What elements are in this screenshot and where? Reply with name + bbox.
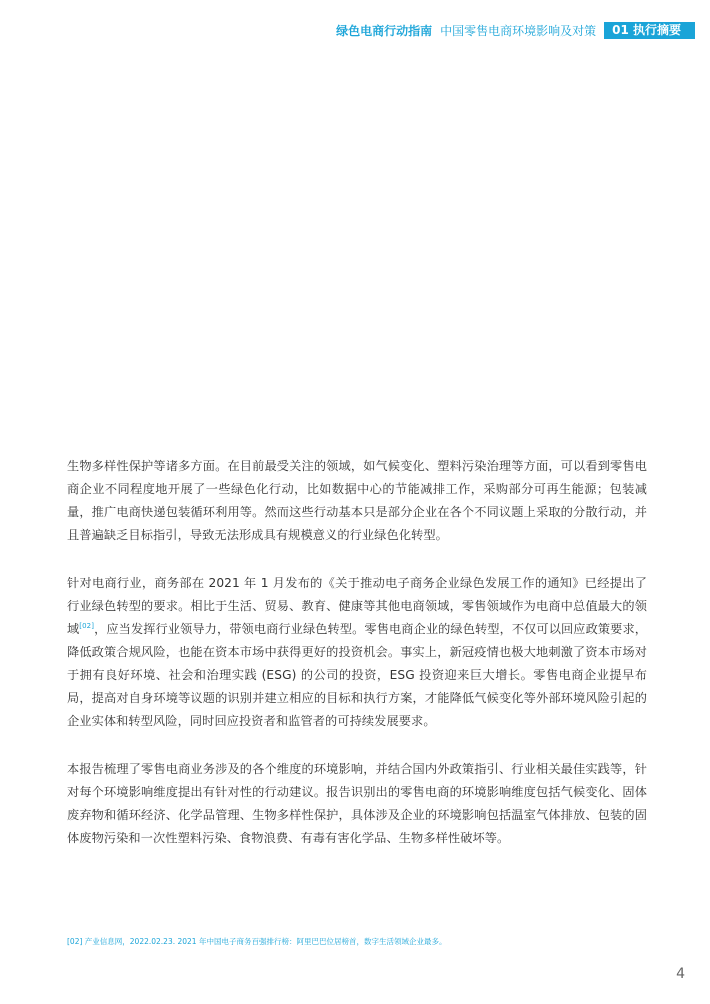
page-number: 4 xyxy=(676,966,685,982)
report-title: 绿色电商行动指南 xyxy=(336,24,433,38)
report-subtitle: 中国零售电商环境影响及对策 xyxy=(440,24,597,38)
section-badge: 01 执行摘要 xyxy=(604,22,695,39)
paragraph-2-text-b: ，应当发挥行业领导力，带领电商行业绿色转型。零售电商企业的绿色转型，不仅可以回应政策要求，降低政策合规风险，也能在资本市场中获得更好的投资机会。事实上，新冠疫情也极大地刺激了资本市场对于拥有良好环境、社会和治理实践 (ESG) 的公司的投资，ESG 投资迎来巨大增长。零售电商企业提早布局，提高对自身环境等议题的识别并建立相应的目标和执行方案，才能降低气候变化等外部环境风险引起的企业实体和转型风险，同时回应投资者和监管者的可持续发展要求。 xyxy=(67,622,648,728)
paragraph-2-text-a: 针对电商行业，商务部在 2021 年 1 月发布的《关于推动电子商务企业绿色发展工作的通知》已经提出了行业绿色转型的要求。相比于生活、贸易、教育、健康等其他电商领域，零售领域作为电商中总值最大的领域 xyxy=(67,576,647,636)
paragraph-3: 本报告梳理了零售电商业务涉及的各个维度的环境影响，并结合国内外政策指引、行业相关最佳实践等，针对每个环境影响维度提出有针对性的行动建议。报告识别出的零售电商的环境影响维度包括气候变化、固体废弃物和循环经济、化学品管理、生物多样性保护，具体涉及企业的环境影响包括温室气体排放、包装的固体废物污染和一次性塑料污染、食物浪费、有毒有害化学品、生物多样性破坏等。 xyxy=(67,762,647,845)
page-header xyxy=(336,22,695,39)
paragraph-1: 生物多样性保护等诸多方面。在目前最受关注的领域，如气候变化、塑料污染治理等方面，可以看到零售电商企业不同程度地开展了一些绿色化行动，比如数据中心的节能减排工作，采购部分可再生能源；包装减量，推广电商快递包装循环利用等。然而这些行动基本只是部分企业在各个不同议题上采取的分散行动，并且普遍缺乏目标指引，导致无法形成具有规模意义的行业绿色化转型。 xyxy=(67,459,647,542)
main-body xyxy=(67,455,647,875)
footnote-reference[interactable]: [02] xyxy=(79,621,95,630)
footnote: [02] 产业信息网，2022.02.23. 2021 年中国电子商务百强排行榜：阿里巴巴位居榜首，数字生活领域企业最多。 xyxy=(67,937,447,946)
paragraph-2 xyxy=(67,572,647,733)
